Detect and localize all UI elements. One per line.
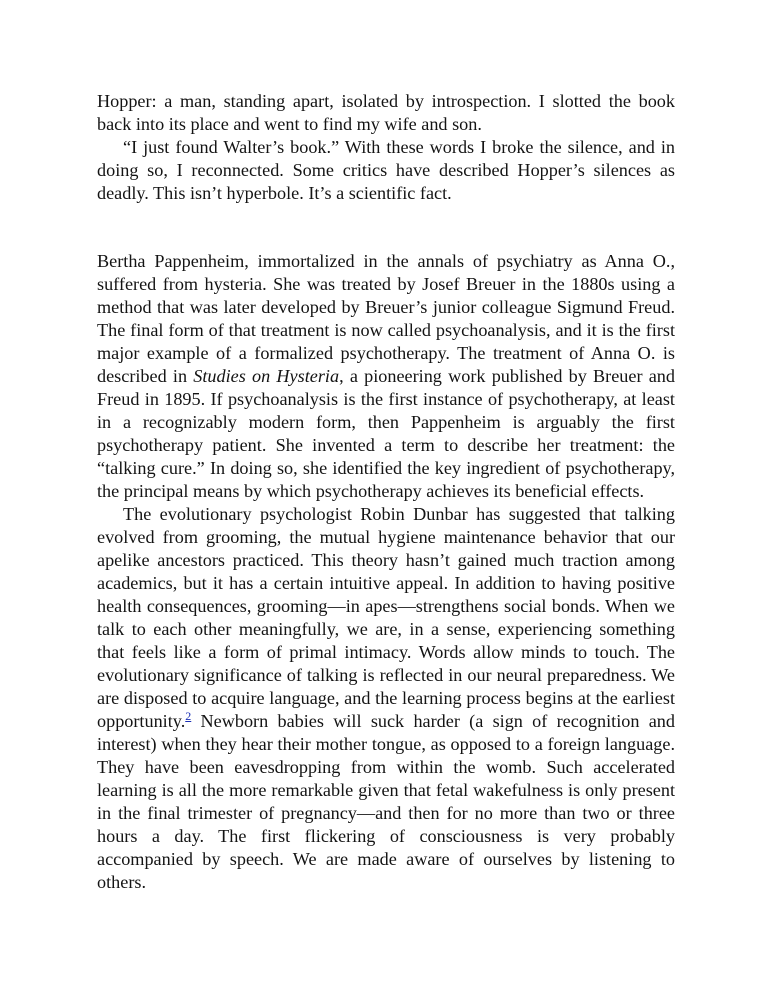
paragraph-text: , a pioneering work published by Breuer and Freud in 1895. If psychoanalysis is the first instance of psychotherapy, at least in a recognizably modern form, then Pappenheim is arguably the first psychotherapy patient. She invented a term to describe her treatment: the “talking cure.” In doing so, she identified the key ingredient of psychotherapy, the principal means by which psychotherapy achieves its beneficial effects. — [97, 366, 675, 501]
section-break — [97, 205, 675, 250]
book-title-italic: Studies on Hysteria — [193, 366, 340, 386]
paragraph-text: The evolutionary psychologist Robin Dunbar has suggested that talking evolved from grooming, the mutual hygiene maintenance behavior that our apelike ancestors practiced. This theory hasn’t gained much traction among academics, but it has a certain intuitive appeal. In addition to having positive health consequences, grooming—in apes—strengthens social bonds. When we talk to each other meaningfully, we are, in a sense, experiencing something that feels like a form of primal intimacy. Words allow minds to touch. The evolutionary significance of talking is reflected in our neural preparedness. We are disposed to acquire language, and the learning process begins at the earliest opportunity. — [97, 504, 675, 731]
paragraph — [97, 250, 675, 503]
paragraph — [97, 136, 675, 205]
paragraph-text: “I just found Walter’s book.” With these words I broke the silence, and in doing so, I reconnected. Some critics have described Hopper’s silences as deadly. This isn’t hyperbole. It’s a scientific fact. — [97, 137, 675, 203]
paragraph — [97, 503, 675, 894]
paragraph-text: Newborn babies will suck harder (a sign of recognition and interest) when they hear their mother tongue, as opposed to a foreign language. They have been eavesdropping from within the womb. Such accelerated learning is all the more remarkable given that fetal wakefulness is only present in the final trimester of pregnancy—and then for no more than two or three hours a day. The first flickering of consciousness is very probably accompanied by speech. We are made aware of ourselves by listening to others. — [97, 711, 675, 892]
paragraph-text: Hopper: a man, standing apart, isolated by introspection. I slotted the book back into its place and went to find my wife and son. — [97, 91, 675, 134]
paragraph-text: Bertha Pappenheim, immortalized in the annals of psychiatry as Anna O., suffered from hysteria. She was treated by Josef Breuer in the 1880s using a method that was later developed by Breuer’s junior colleague Sigmund Freud. The final form of that treatment is now called psychoanalysis, and it is the first major example of a formalized psychotherapy. The treatment of Anna O. is described in — [97, 251, 675, 386]
page-body — [97, 90, 675, 894]
paragraph — [97, 90, 675, 136]
footnote-link[interactable]: 2 — [185, 708, 192, 723]
